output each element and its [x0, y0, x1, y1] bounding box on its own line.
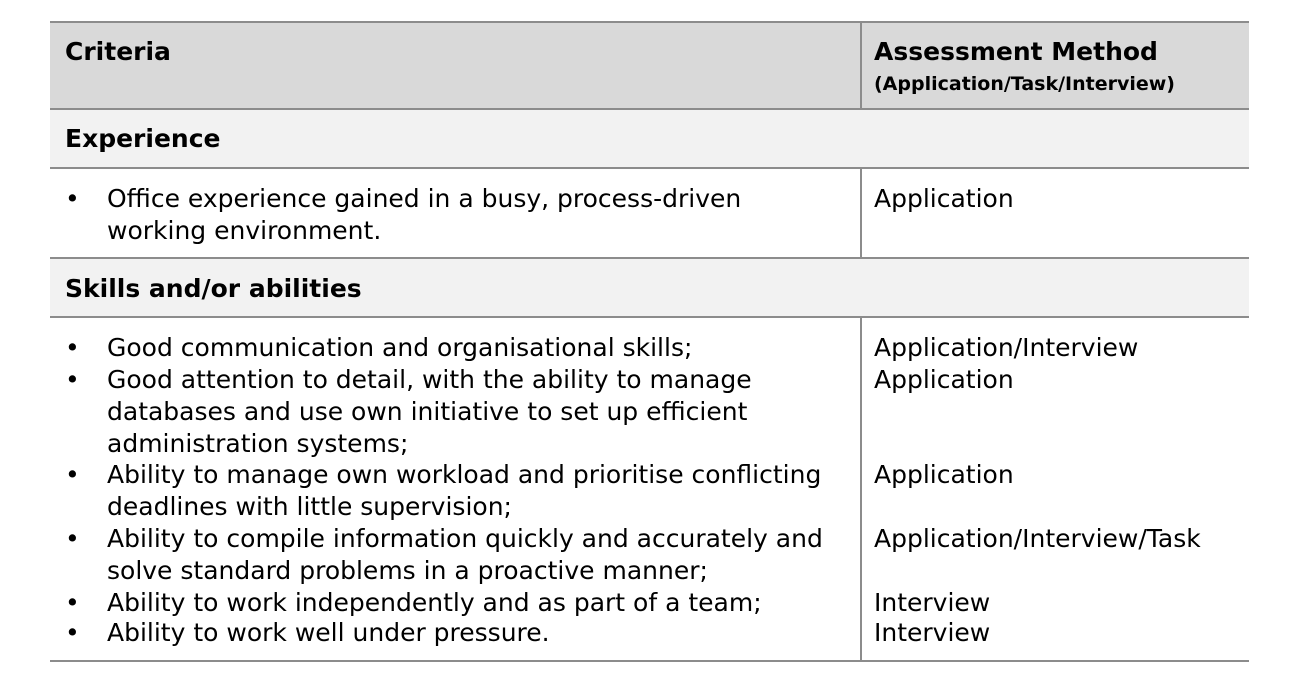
criteria-text: Good attention to detail, with the ability to manage databases and use own initiative to set up efficient administration systems; [107, 365, 752, 458]
criteria-text: Good communication and organisational skills; [107, 333, 693, 362]
criteria-text: Ability to work independently and as part of a team; [107, 588, 762, 617]
bullet: • [65, 588, 80, 617]
criteria-text: Office experience gained in a busy, process-driven working environment. [107, 184, 742, 245]
header-criteria: Criteria [65, 37, 171, 66]
header-assessment-method: Assessment Method [874, 37, 1158, 66]
section-title-skills: Skills and/or abilities [65, 274, 362, 303]
bullet: • [65, 184, 80, 213]
table-rule [50, 660, 1249, 662]
section-title-experience: Experience [65, 124, 221, 153]
bullet: • [65, 365, 80, 394]
column-divider [860, 316, 862, 662]
assessment-method: Interview [874, 618, 991, 647]
table-rule [50, 257, 1249, 259]
column-divider [860, 167, 862, 259]
bullet: • [65, 618, 80, 647]
assessment-method: Application [874, 365, 1014, 394]
bullet: • [65, 524, 80, 553]
assessment-method: Application/Interview [874, 333, 1139, 362]
table-rule [50, 108, 1249, 110]
bullet: • [65, 460, 80, 489]
criteria-text: Ability to manage own workload and prioritise conflicting deadlines with little supervision; [107, 460, 822, 521]
column-divider [860, 21, 862, 110]
criteria-text: Ability to work well under pressure. [107, 618, 550, 647]
section-row-experience [50, 109, 1249, 168]
assessment-method: Application [874, 184, 1014, 213]
assessment-method: Application/Interview/Task [874, 524, 1201, 553]
criteria-text: Ability to compile information quickly and accurately and solve standard problems in a proactive manner; [107, 524, 823, 585]
table-rule [50, 316, 1249, 318]
table-rule [50, 21, 1249, 23]
bullet: • [65, 333, 80, 362]
header-assessment-method-sub: (Application/Task/Interview) [874, 73, 1175, 95]
assessment-method: Application [874, 460, 1014, 489]
assessment-method: Interview [874, 588, 991, 617]
table-rule [50, 167, 1249, 169]
